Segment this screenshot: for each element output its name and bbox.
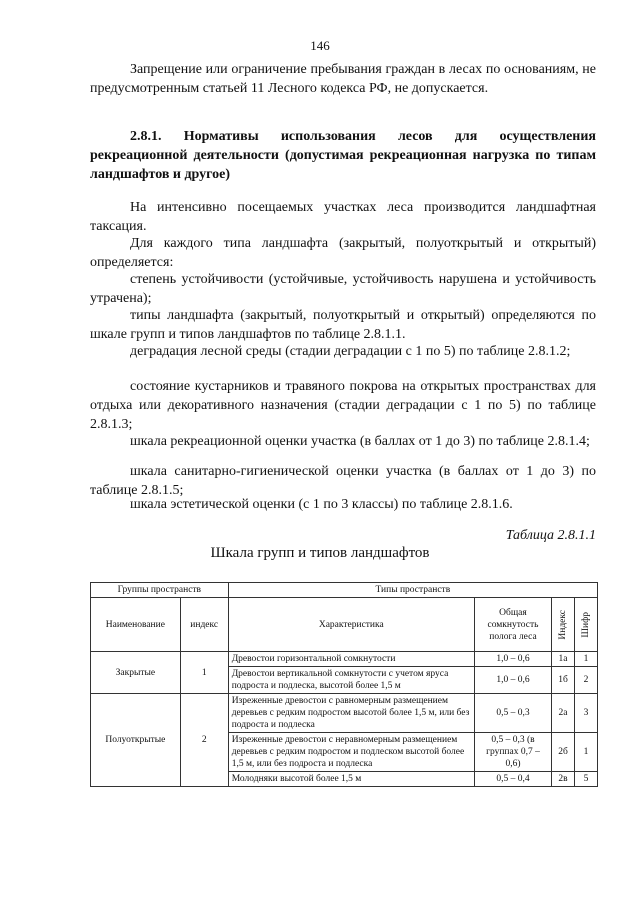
paragraph-3: Для каждого типа ландшафта (закрытый, полуоткрытый и открытый) определяется:: [90, 236, 596, 270]
row-characteristic: Молодняки высотой более 1,5 м: [228, 772, 474, 787]
table-row: [91, 652, 598, 667]
col-code-header: [575, 598, 598, 652]
row-density: 0,5 – 0,4: [474, 772, 551, 787]
paragraph-2: На интенсивно посещаемых участках леса производится ландшафтная таксация.: [90, 200, 596, 234]
row-index: 2а: [552, 694, 575, 733]
row-code: 3: [575, 694, 598, 733]
group-header-groups: Группы пространств: [91, 583, 229, 598]
landscape-table: [90, 582, 598, 787]
row-index: 1б: [552, 667, 575, 694]
col-char-header: Характеристика: [228, 598, 474, 652]
section-heading: 2.8.1. Нормативы использования лесов для осуществления рекреационной деятельности (допустимая рекреационная нагрузка по типам ландшафтов и другое): [90, 129, 596, 182]
row-code: 1: [575, 652, 598, 667]
row-index: 2б: [552, 733, 575, 772]
row-code: 5: [575, 772, 598, 787]
group-index: 2: [180, 694, 228, 787]
paragraph-10: шкала эстетической оценки (с 1 по 3 классы) по таблице 2.8.1.6.: [130, 497, 513, 512]
group-header-types: Типы пространств: [228, 583, 597, 598]
col-density-header: Общая сомкнутость полога леса: [474, 598, 551, 652]
table-group-header-row: [91, 583, 598, 598]
paragraph-9: шкала санитарно-гигиенической оценки участка (в баллах от 1 до 3) по таблице 2.8.1.5;: [90, 464, 596, 498]
row-characteristic: Изреженные древостои с равномерным размещением деревьев с редким подростом высотой более 1,5 м, или без подроста и подлеска: [228, 694, 474, 733]
row-characteristic: Изреженные древостои с неравномерным размещением деревьев с редким подростом и подлеском высотой более 1,5 м, или без подроста и подлеска: [228, 733, 474, 772]
row-characteristic: Древостои вертикальной сомкнутости с учетом яруса подроста и подлеска, высотой более 1,5 м: [228, 667, 474, 694]
page-number: 146: [310, 38, 330, 53]
table-title: Шкала групп и типов ландшафтов: [210, 545, 430, 561]
row-code: 1: [575, 733, 598, 772]
table-column-header-row: [91, 598, 598, 652]
group-index: 1: [180, 652, 228, 694]
col-index-header: индекс: [180, 598, 228, 652]
col-idx2-header: [552, 598, 575, 652]
table-row: [91, 694, 598, 733]
row-density: 0,5 – 0,3: [474, 694, 551, 733]
group-name: Полуоткрытые: [91, 694, 181, 787]
row-code: 2: [575, 667, 598, 694]
col-idx2-text: Индекс: [558, 609, 569, 640]
paragraph-7: состояние кустарников и травяного покрова на открытых пространствах для отдыха или декоративного назначения (стадии деградации с 1 по 5) по таблице 2.8.1.3;: [90, 379, 596, 432]
paragraph-1: Запрещение или ограничение пребывания граждан в лесах по основаниям, не предусмотренным статьей 11 Лесного кодекса РФ, не допускается.: [90, 62, 596, 96]
row-characteristic: Древостои горизонтальной сомкнутости: [228, 652, 474, 667]
group-name: Закрытые: [91, 652, 181, 694]
row-density: 1,0 – 0,6: [474, 667, 551, 694]
col-code-text: Шифр: [581, 611, 591, 638]
row-index: 1а: [552, 652, 575, 667]
col-name-header: Наименование: [91, 598, 181, 652]
paragraph-6: деградация лесной среды (стадии деградации с 1 по 5) по таблице 2.8.1.2;: [130, 344, 571, 359]
table-label: Таблица 2.8.1.1: [505, 528, 596, 543]
row-density: 0,5 – 0,3 (в группах 0,7 – 0,6): [474, 733, 551, 772]
row-index: 2в: [552, 772, 575, 787]
paragraph-4: степень устойчивости (устойчивые, устойчивость нарушена и устойчивость утрачена);: [90, 272, 596, 306]
paragraph-5: типы ландшафта (закрытый, полуоткрытый и открытый) определяются по шкале групп и типов ландшафтов по таблице 2.8.1.1.: [90, 308, 596, 342]
row-density: 1,0 – 0,6: [474, 652, 551, 667]
paragraph-8: шкала рекреационной оценки участка (в баллах от 1 до 3) по таблице 2.8.1.4;: [130, 434, 590, 449]
